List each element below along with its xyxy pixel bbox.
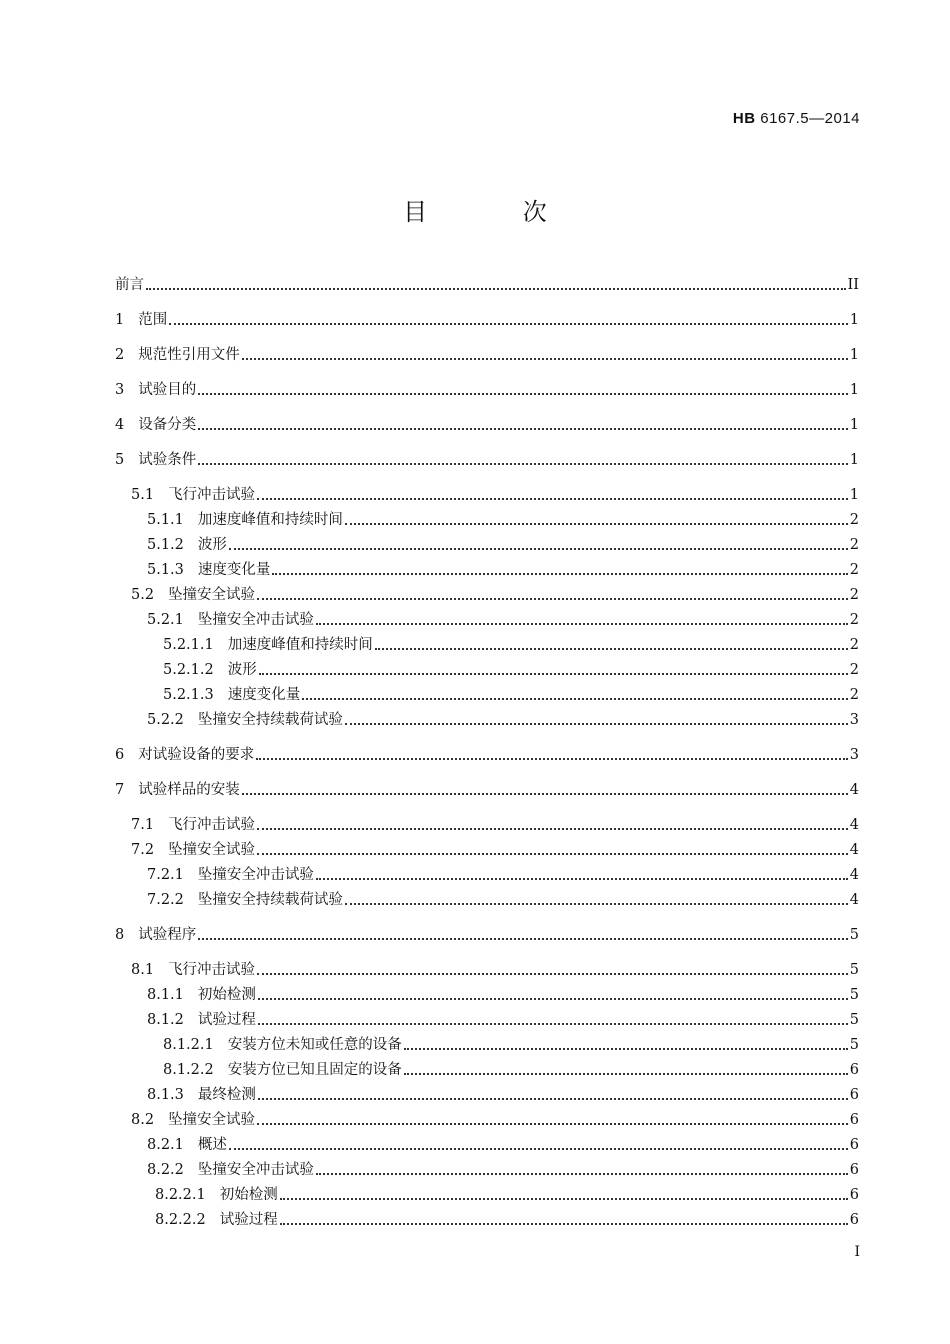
toc-entry-page: 6 xyxy=(849,1187,859,1203)
toc-entry[interactable] xyxy=(115,1207,859,1229)
toc-entry-label: 试验程序 xyxy=(138,927,197,943)
toc-dot-leader xyxy=(242,358,848,360)
toc-entry-number: 7.2.1 xyxy=(147,867,184,883)
toc-entry[interactable] xyxy=(115,1032,859,1054)
toc-dot-leader xyxy=(302,698,848,700)
toc-entry-number: 8.1.2 xyxy=(147,1012,184,1028)
toc-entry-label: 试验样品的安装 xyxy=(138,782,240,798)
toc-entry-label: 坠撞安全试验 xyxy=(168,842,256,858)
toc-dot-leader xyxy=(242,793,848,795)
toc-entry[interactable] xyxy=(115,922,859,944)
toc-entry-page: 2 xyxy=(849,662,859,678)
toc-entry-page: 6 xyxy=(849,1087,859,1103)
toc-entry-number: 3 xyxy=(115,382,125,398)
toc-entry-number: 5.2.1.3 xyxy=(163,687,214,703)
toc-dot-leader xyxy=(345,723,848,725)
toc-entry[interactable] xyxy=(115,307,859,329)
toc-entry-number: 5.1.1 xyxy=(147,512,184,528)
toc-entry-page: 4 xyxy=(849,782,859,798)
toc-entry[interactable] xyxy=(115,812,859,834)
toc-dot-leader xyxy=(198,428,848,430)
toc-entry-number: 5.1.3 xyxy=(147,562,184,578)
toc-entry-label: 概述 xyxy=(197,1137,227,1153)
standard-code-number: 6167.5—2014 xyxy=(760,110,860,127)
toc-entry[interactable] xyxy=(115,862,859,884)
toc-entry-label: 坠撞安全持续载荷试验 xyxy=(197,892,343,908)
toc-dot-leader xyxy=(146,288,846,290)
toc-entry-page: 4 xyxy=(849,892,859,908)
toc-entry-number: 5.1 xyxy=(131,487,155,503)
toc-entry-page: 1 xyxy=(849,382,859,398)
toc-entry-label: 坠撞安全试验 xyxy=(168,587,256,603)
toc-entry[interactable] xyxy=(115,887,859,909)
toc-entry-number: 2 xyxy=(115,347,125,363)
toc-entry-page: 6 xyxy=(849,1112,859,1128)
toc-entry-page: 6 xyxy=(849,1062,859,1078)
toc-entry-page: 1 xyxy=(849,487,859,503)
toc-dot-leader xyxy=(229,548,848,550)
toc-entry[interactable] xyxy=(115,1082,859,1104)
toc-entry-number: 5 xyxy=(115,452,125,468)
toc-entry-label: 坠撞安全冲击试验 xyxy=(197,1162,314,1178)
toc-entry-number: 8.2 xyxy=(131,1112,155,1128)
toc-entry-number: 8.2.2.1 xyxy=(155,1187,206,1203)
toc-entry[interactable] xyxy=(115,1182,859,1204)
toc-entry-page: 2 xyxy=(849,587,859,603)
toc-dot-leader xyxy=(316,878,848,880)
toc-entry-page: 3 xyxy=(849,712,859,728)
toc-entry-number: 7 xyxy=(115,782,125,798)
toc-entry-label: 对试验设备的要求 xyxy=(138,747,255,763)
toc-entry-number: 8.1 xyxy=(131,962,155,978)
toc-entry-page: 4 xyxy=(849,842,859,858)
toc-entry-number: 1 xyxy=(115,312,125,328)
toc-entry-page: 2 xyxy=(849,537,859,553)
toc-entry-label: 规范性引用文件 xyxy=(138,347,240,363)
toc-entry[interactable] xyxy=(115,557,859,579)
toc-entry-label: 飞行冲击试验 xyxy=(168,817,256,833)
toc-entry-page: 2 xyxy=(849,562,859,578)
toc-entry-page: 2 xyxy=(849,512,859,528)
toc-dot-leader xyxy=(345,903,848,905)
toc-entry-label: 安装方位已知且固定的设备 xyxy=(227,1062,402,1078)
toc-entry-label: 坠撞安全持续载荷试验 xyxy=(197,712,343,728)
toc-dot-leader xyxy=(229,1148,848,1150)
toc-entry[interactable] xyxy=(115,1157,859,1179)
toc-entry-page: 5 xyxy=(849,927,859,943)
toc-entry-page: 2 xyxy=(849,687,859,703)
toc-dot-leader xyxy=(257,598,848,600)
toc-entry[interactable] xyxy=(115,707,859,729)
toc-entry-page: 1 xyxy=(849,452,859,468)
toc-entry-page: 5 xyxy=(849,987,859,1003)
toc-entry-label: 飞行冲击试验 xyxy=(168,962,256,978)
toc-entry[interactable] xyxy=(115,982,859,1004)
toc-dot-leader xyxy=(257,973,848,975)
toc-dot-leader xyxy=(345,523,848,525)
toc-entry-page: 5 xyxy=(849,1012,859,1028)
toc-entry-number: 5.2 xyxy=(131,587,155,603)
standard-code-prefix: HB xyxy=(732,110,756,127)
toc-entry-label: 坠撞安全冲击试验 xyxy=(197,867,314,883)
toc-entry-number: 4 xyxy=(115,417,125,433)
toc-entry-page: 6 xyxy=(849,1137,859,1153)
toc-entry-page: 6 xyxy=(849,1212,859,1228)
toc-dot-leader xyxy=(316,1173,848,1175)
toc-entry-label: 速度变化量 xyxy=(227,687,301,703)
toc-entry[interactable] xyxy=(115,447,859,469)
toc-entry-page: 5 xyxy=(849,1037,859,1053)
toc-entry-page: 1 xyxy=(849,417,859,433)
toc-entry-number: 5.1.2 xyxy=(147,537,184,553)
toc-entry[interactable] xyxy=(115,412,859,434)
toc-dot-leader xyxy=(257,853,848,855)
toc-entry[interactable] xyxy=(115,837,859,859)
toc-dot-leader xyxy=(169,323,848,325)
toc-entry[interactable] xyxy=(115,1107,859,1129)
toc-entry-label: 试验过程 xyxy=(219,1212,278,1228)
toc-entry-page: 4 xyxy=(849,817,859,833)
toc-dot-leader xyxy=(258,1098,848,1100)
toc-entry-number: 7.1 xyxy=(131,817,155,833)
toc-entry-number: 8.1.2.1 xyxy=(163,1037,214,1053)
toc-entry-number: 8.1.1 xyxy=(147,987,184,1003)
toc-entry[interactable] xyxy=(115,582,859,604)
toc-dot-leader xyxy=(404,1048,848,1050)
toc-dot-leader xyxy=(272,573,847,575)
toc-entry-label: 初始检测 xyxy=(197,987,256,1003)
toc-entry-page: 2 xyxy=(849,612,859,628)
toc-entry-number: 8.2.1 xyxy=(147,1137,184,1153)
toc-entry[interactable] xyxy=(115,657,859,679)
toc-entry-label: 试验条件 xyxy=(138,452,197,468)
toc-dot-leader xyxy=(280,1198,848,1200)
toc-entry-number: 5.2.2 xyxy=(147,712,184,728)
toc-dot-leader xyxy=(316,623,848,625)
toc-entry-label: 设备分类 xyxy=(138,417,197,433)
toc-entry[interactable] xyxy=(115,1057,859,1079)
toc-entry-number: 5.2.1.2 xyxy=(163,662,214,678)
toc-entry-number: 8.1.2.2 xyxy=(163,1062,214,1078)
toc-entry-number: 5.2.1.1 xyxy=(163,637,214,653)
toc-dot-leader xyxy=(259,673,848,675)
page-title: 目 次 xyxy=(403,198,591,226)
toc-entry-label: 波形 xyxy=(197,537,227,553)
toc-entry[interactable] xyxy=(115,532,859,554)
toc-entry[interactable] xyxy=(115,482,859,504)
toc-entry-page: 1 xyxy=(849,312,859,328)
toc-dot-leader xyxy=(257,1123,848,1125)
toc-dot-leader xyxy=(375,648,848,650)
toc-entry-number: 8.1.3 xyxy=(147,1087,184,1103)
toc-entry-label: 坠撞安全试验 xyxy=(168,1112,256,1128)
toc-entry-label: 范围 xyxy=(138,312,168,328)
toc-entry-page: 5 xyxy=(849,962,859,978)
standard-code xyxy=(733,110,860,127)
toc-entry-label: 试验目的 xyxy=(138,382,197,398)
toc-dot-leader xyxy=(404,1073,848,1075)
toc-dot-leader xyxy=(280,1223,848,1225)
toc-entry[interactable] xyxy=(115,957,859,979)
toc-entry-label: 坠撞安全冲击试验 xyxy=(197,612,314,628)
toc-entry[interactable] xyxy=(115,682,859,704)
toc-entry[interactable] xyxy=(115,272,859,294)
toc-entry-page: 6 xyxy=(849,1162,859,1178)
toc-entry-page: 2 xyxy=(849,637,859,653)
toc-entry-number: 7.2.2 xyxy=(147,892,184,908)
toc-entry-label: 加速度峰值和持续时间 xyxy=(197,512,343,528)
toc-entry[interactable] xyxy=(115,607,859,629)
toc-entry-number: 6 xyxy=(115,747,125,763)
toc-entry[interactable] xyxy=(115,632,859,654)
toc-entry-number: 7.2 xyxy=(131,842,155,858)
toc-entry[interactable] xyxy=(115,507,859,529)
toc-entry-label: 安装方位未知或任意的设备 xyxy=(227,1037,402,1053)
toc-entry-page: 3 xyxy=(849,747,859,763)
toc-entry-label: 速度变化量 xyxy=(197,562,271,578)
toc-entry-label: 波形 xyxy=(227,662,257,678)
toc-dot-leader xyxy=(257,498,848,500)
toc-entry-label: 试验过程 xyxy=(197,1012,256,1028)
toc-entry-label: 前言 xyxy=(115,277,144,293)
toc-entry[interactable] xyxy=(115,1007,859,1029)
toc-entry-label: 加速度峰值和持续时间 xyxy=(227,637,373,653)
toc-entry-page: 1 xyxy=(849,347,859,363)
toc-entry-page: II xyxy=(847,277,859,293)
toc-entry-label: 飞行冲击试验 xyxy=(168,487,256,503)
toc-entry-number: 8.2.2.2 xyxy=(155,1212,206,1228)
toc-entry-number: 5.2.1 xyxy=(147,612,184,628)
toc-entry[interactable] xyxy=(115,1132,859,1154)
toc-entry-page: 4 xyxy=(849,867,859,883)
toc-entry[interactable] xyxy=(115,342,859,364)
toc-dot-leader xyxy=(198,463,848,465)
toc-entry[interactable] xyxy=(115,377,859,399)
toc-entry[interactable] xyxy=(115,777,859,799)
toc-entry-label: 初始检测 xyxy=(219,1187,278,1203)
toc-dot-leader xyxy=(198,393,848,395)
toc-entry-number: 8 xyxy=(115,927,125,943)
footer-page-number: I xyxy=(854,1244,860,1260)
toc-dot-leader xyxy=(198,938,848,940)
toc-entry-number: 8.2.2 xyxy=(147,1162,184,1178)
toc-dot-leader xyxy=(258,998,848,1000)
toc-entry-label: 最终检测 xyxy=(197,1087,256,1103)
toc-dot-leader xyxy=(258,1023,848,1025)
toc-dot-leader xyxy=(257,828,848,830)
toc-entry[interactable] xyxy=(115,742,859,764)
toc-dot-leader xyxy=(256,758,848,760)
